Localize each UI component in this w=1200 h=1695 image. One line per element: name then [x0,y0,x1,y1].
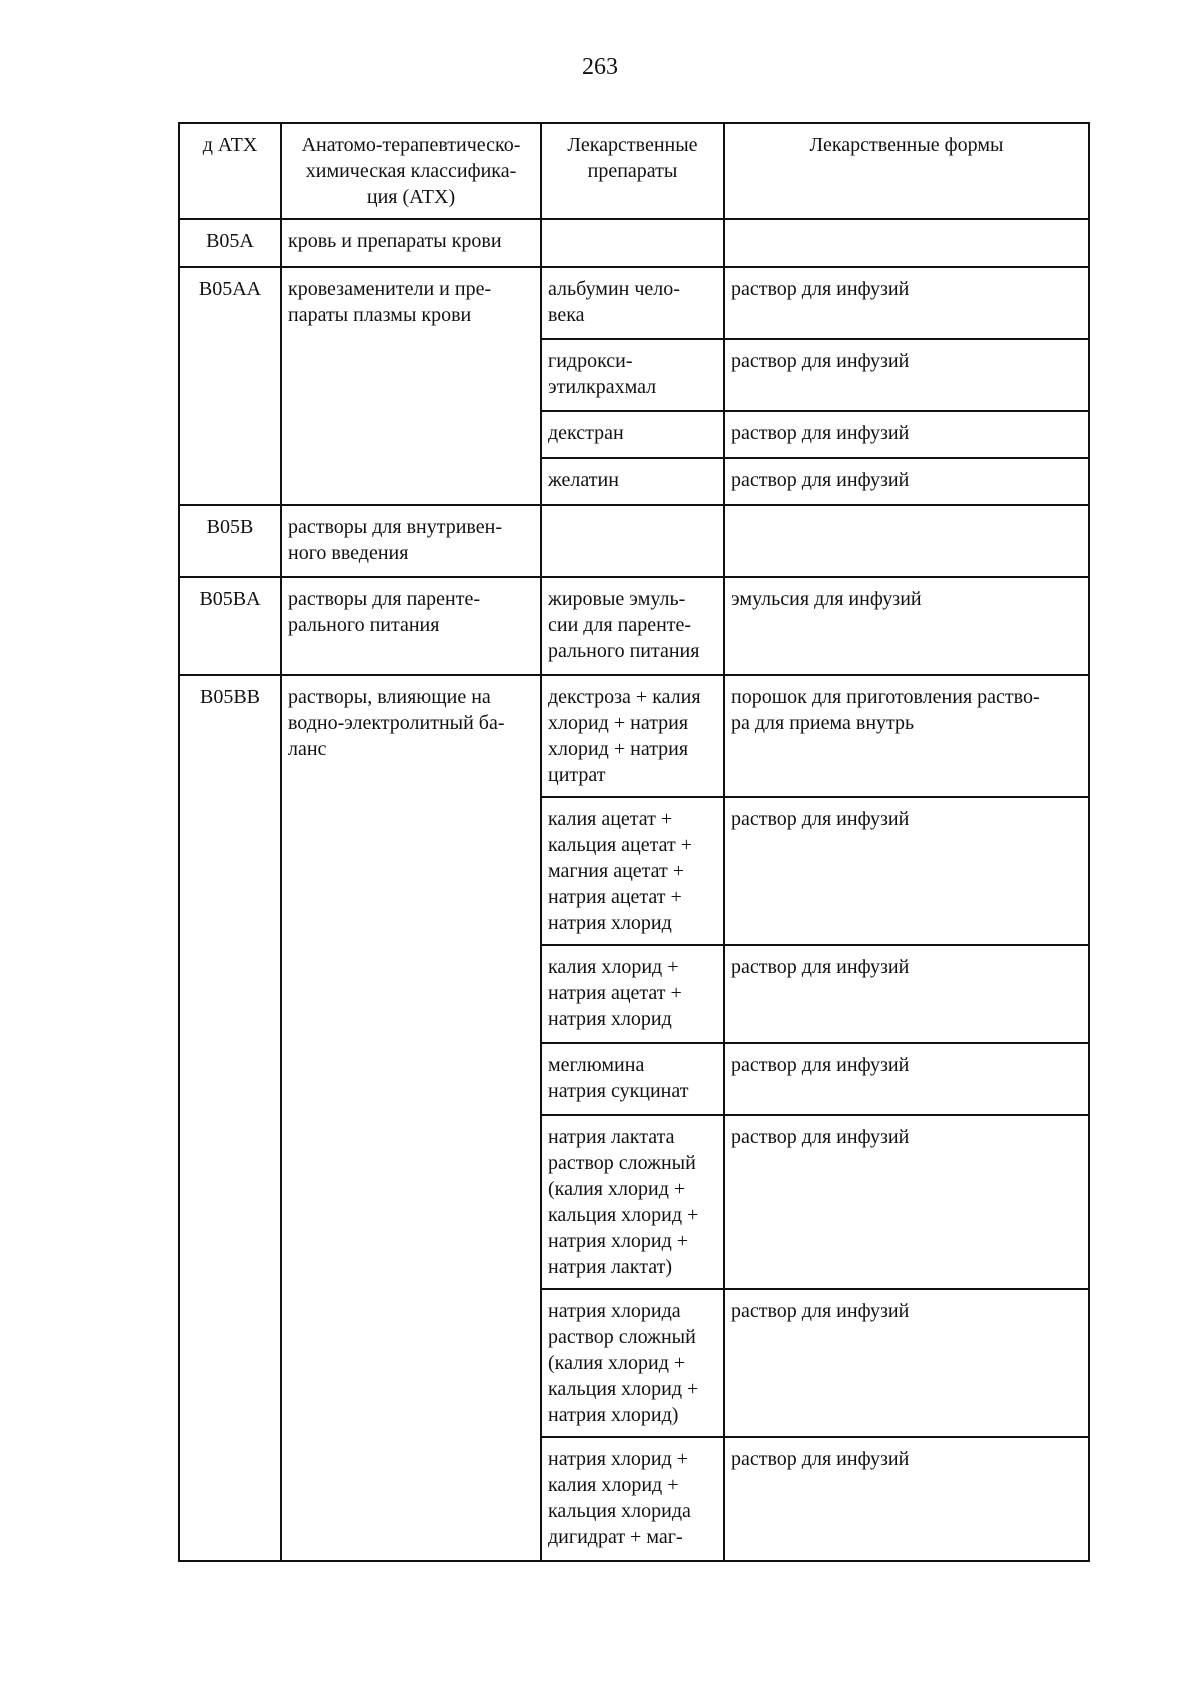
dosage-form: раствор для инфузий [724,1289,1089,1437]
drug-name: калия ацетат + кальция ацетат + магния ацетат + натрия ацетат + натрия хлорид [541,797,724,945]
drug-name: альбумин чело- века [541,267,724,339]
table-row [179,675,1089,797]
table-row [179,219,1089,267]
dosage-form: раствор для инфузий [724,267,1089,339]
drug-name: натрия лактата раствор сложный (калия хлорид + кальция хлорид + натрия хлорид + натрия лактат) [541,1115,724,1289]
dosage-form: эмульсия для инфузий [724,577,1089,675]
atc-name: растворы для внутривен- ного введения [281,505,541,577]
dosage-form: раствор для инфузий [724,1115,1089,1289]
dosage-form [724,219,1089,267]
header-dosage-forms: Лекарственные формы [724,123,1089,219]
page-number: 263 [582,54,618,80]
atc-name: растворы для паренте- рального питания [281,577,541,675]
atc-code: B05B [179,505,281,577]
table-row [179,577,1089,675]
dosage-form: раствор для инфузий [724,1043,1089,1115]
header-drugs: Лекарственные препараты [541,123,724,219]
dosage-form: раствор для инфузий [724,945,1089,1043]
drug-name: калия хлорид + натрия ацетат + натрия хлорид [541,945,724,1043]
atc-code: B05A [179,219,281,267]
atc-name: кровезаменители и пре- параты плазмы крови [281,267,541,505]
drug-name [541,219,724,267]
drug-name: декстроза + калия хлорид + натрия хлорид + натрия цитрат [541,675,724,797]
dosage-form: раствор для инфузий [724,797,1089,945]
dosage-form: раствор для инфузий [724,458,1089,505]
dosage-form: раствор для инфузий [724,1437,1089,1561]
atc-code: B05BB [179,675,281,1561]
drug-name: желатин [541,458,724,505]
drug-name: натрия хлорид + калия хлорид + кальция хлорида дигидрат + маг- [541,1437,724,1561]
drug-name: натрия хлорида раствор сложный (калия хлорид + кальция хлорид + натрия хлорид) [541,1289,724,1437]
dosage-form: порошок для приготовления раство- ра для приема внутрь [724,675,1089,797]
drug-name: декстран [541,411,724,458]
dosage-form: раствор для инфузий [724,339,1089,411]
drug-name: жировые эмуль- сии для паренте- рального питания [541,577,724,675]
atc-code: B05BA [179,577,281,675]
atc-name: растворы, влияющие на водно-электролитный ба- ланс [281,675,541,1561]
table-row [179,505,1089,577]
header-atc-classification: Анатомо-терапевтическо- химическая классифика- ция (АТХ) [281,123,541,219]
dosage-form [724,505,1089,577]
table-header-row [179,123,1089,219]
dosage-form: раствор для инфузий [724,411,1089,458]
table-row [179,267,1089,339]
atc-name: кровь и препараты крови [281,219,541,267]
atc-classification-table [178,122,1090,1562]
atc-code: B05AA [179,267,281,505]
drug-name: меглюмина натрия сукцинат [541,1043,724,1115]
drug-name: гидрокси- этилкрахмал [541,339,724,411]
drug-name [541,505,724,577]
header-code: д АТХ [179,123,281,219]
